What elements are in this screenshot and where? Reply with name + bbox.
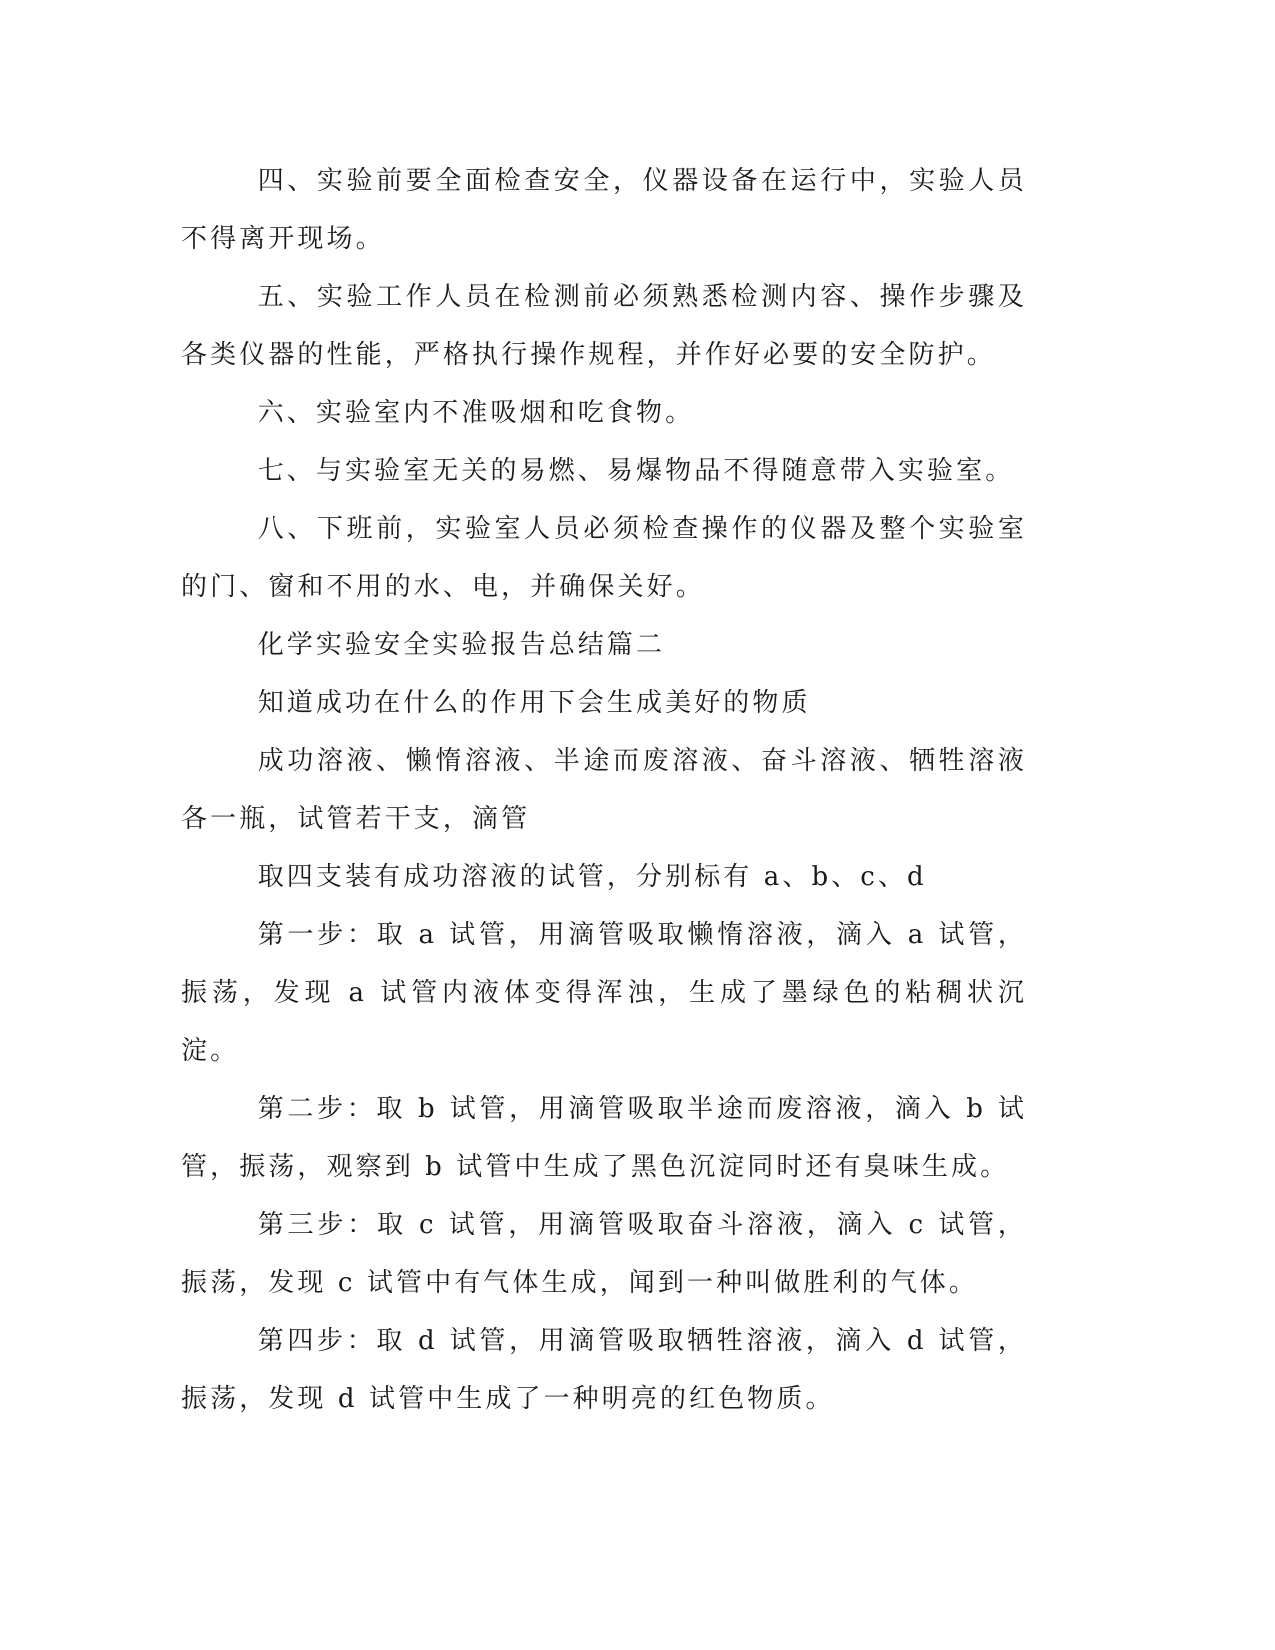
- paragraph-rule-8: 八、下班前，实验室人员必须检查操作的仪器及整个实验室的门、窗和不用的水、电，并确保关好。: [181, 514, 1027, 602]
- paragraph-setup: 取四支装有成功溶液的试管，分别标有 a、b、c、d: [257, 862, 927, 892]
- paragraph-materials: 成功溶液、懒惰溶液、半途而废溶液、奋斗溶液、牺牲溶液各一瓶，试管若干支，滴管: [181, 746, 1027, 834]
- paragraph-rule-4: 四、实验前要全面检查安全，仪器设备在运行中，实验人员不得离开现场。: [181, 166, 1027, 254]
- paragraph-rule-5: 五、实验工作人员在检测前必须熟悉检测内容、操作步骤及各类仪器的性能，严格执行操作规程，并作好必要的安全防护。: [181, 282, 1027, 370]
- paragraph-step-2: 第二步：取 b 试管，用滴管吸取半途而废溶液，滴入 b 试管，振荡，观察到 b 试管中生成了黑色沉淀同时还有臭味生成。: [181, 1094, 1027, 1182]
- paragraph-rule-6: 六、实验室内不准吸烟和吃食物。: [257, 398, 695, 428]
- section-heading: 化学实验安全实验报告总结篇二: [257, 630, 666, 660]
- paragraph-purpose: 知道成功在什么的作用下会生成美好的物质: [257, 688, 811, 718]
- paragraph-step-4: 第四步：取 d 试管，用滴管吸取牺牲溶液，滴入 d 试管，振荡，发现 d 试管中生成了一种明亮的红色物质。: [181, 1326, 1027, 1414]
- document-body: [181, 152, 1027, 1428]
- paragraph-rule-7: 七、与实验室无关的易燃、易爆物品不得随意带入实验室。: [257, 456, 1015, 486]
- paragraph-step-1: 第一步：取 a 试管，用滴管吸取懒惰溶液，滴入 a 试管，振荡，发现 a 试管内液体变得浑浊，生成了墨绿色的粘稠状沉淀。: [181, 920, 1027, 1066]
- paragraph-step-3: 第三步：取 c 试管，用滴管吸取奋斗溶液，滴入 c 试管，振荡，发现 c 试管中有气体生成，闻到一种叫做胜利的气体。: [181, 1210, 1027, 1298]
